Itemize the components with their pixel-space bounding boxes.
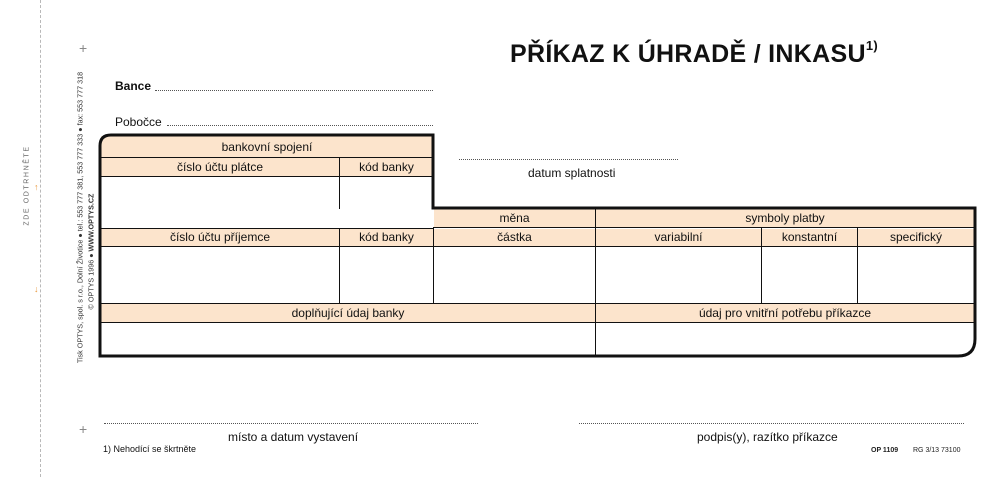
branch-label: Pobočce — [115, 115, 162, 129]
due-date-label: datum splatnosti — [528, 166, 616, 180]
crop-mark-icon: + — [79, 40, 88, 56]
specific-symbol-header: specifický — [889, 230, 942, 244]
rule — [101, 176, 433, 177]
payer-bank-code-header: kód banky — [359, 160, 414, 174]
bank-label: Bance — [115, 79, 152, 93]
payment-symbols-header: symboly platby — [745, 211, 825, 225]
rule — [101, 322, 975, 323]
internal-info-field[interactable] — [597, 324, 973, 354]
footnote: 1) Nehodící se škrtněte — [103, 444, 197, 454]
printer-fax: fax: 553 777 318 — [75, 71, 85, 126]
printer-name: Tisk OPTYS, spol. s r.o., Dolní Životice — [75, 239, 85, 364]
bank-info-field[interactable] — [102, 324, 594, 354]
payee-bank-code-field[interactable] — [341, 248, 432, 302]
payee-account-field[interactable] — [102, 248, 338, 302]
amount-header: částka — [497, 230, 532, 244]
print-code: RG 3/13 73100 — [913, 447, 961, 454]
variable-symbol-header: variabilní — [654, 230, 703, 244]
payee-account-header: číslo účtu příjemce — [169, 230, 271, 244]
bank-info-header: doplňující údaj banky — [291, 306, 405, 320]
place-date-label: místo a datum vystavení — [228, 430, 359, 444]
arrow-up-icon: ↑ — [34, 182, 39, 192]
copyright-text: © OPTYS 1996 — [86, 259, 96, 310]
bank-connection-header: bankovní spojení — [221, 140, 313, 154]
place-date-input-line[interactable] — [104, 423, 478, 424]
title-footnote-mark: 1) — [865, 38, 878, 53]
specific-symbol-field[interactable] — [859, 248, 973, 302]
variable-symbol-field[interactable] — [597, 248, 760, 302]
amount-field[interactable] — [435, 248, 594, 302]
constant-symbol-header: konstantní — [781, 230, 838, 244]
printer-tel: tel.: 553 777 381, 553 777 333 — [75, 133, 85, 232]
payer-account-field[interactable] — [102, 178, 338, 227]
payer-account-header: číslo účtu plátce — [176, 160, 264, 174]
rule — [101, 246, 975, 247]
payee-bank-code-header: kód banky — [359, 230, 414, 244]
signature-input-line[interactable] — [579, 423, 964, 424]
currency-header: měna — [499, 211, 530, 225]
form-code: OP 1109 — [871, 447, 899, 454]
crop-mark-icon: + — [79, 421, 88, 437]
internal-info-header: údaj pro vnitřní potřebu příkazce — [698, 306, 872, 320]
tear-text: ZDE ODTRHNĚTE — [23, 145, 31, 226]
constant-symbol-field[interactable] — [763, 248, 856, 302]
arrow-down-icon: ↓ — [34, 284, 39, 294]
signature-label: podpis(y), razítko příkazce — [697, 430, 838, 444]
title-text: PŘÍKAZ K ÚHRADĚ / INKASU — [510, 40, 866, 68]
payer-bank-code-field[interactable] — [341, 178, 432, 208]
web-text: WWW.OPTYS.CZ — [86, 193, 96, 252]
